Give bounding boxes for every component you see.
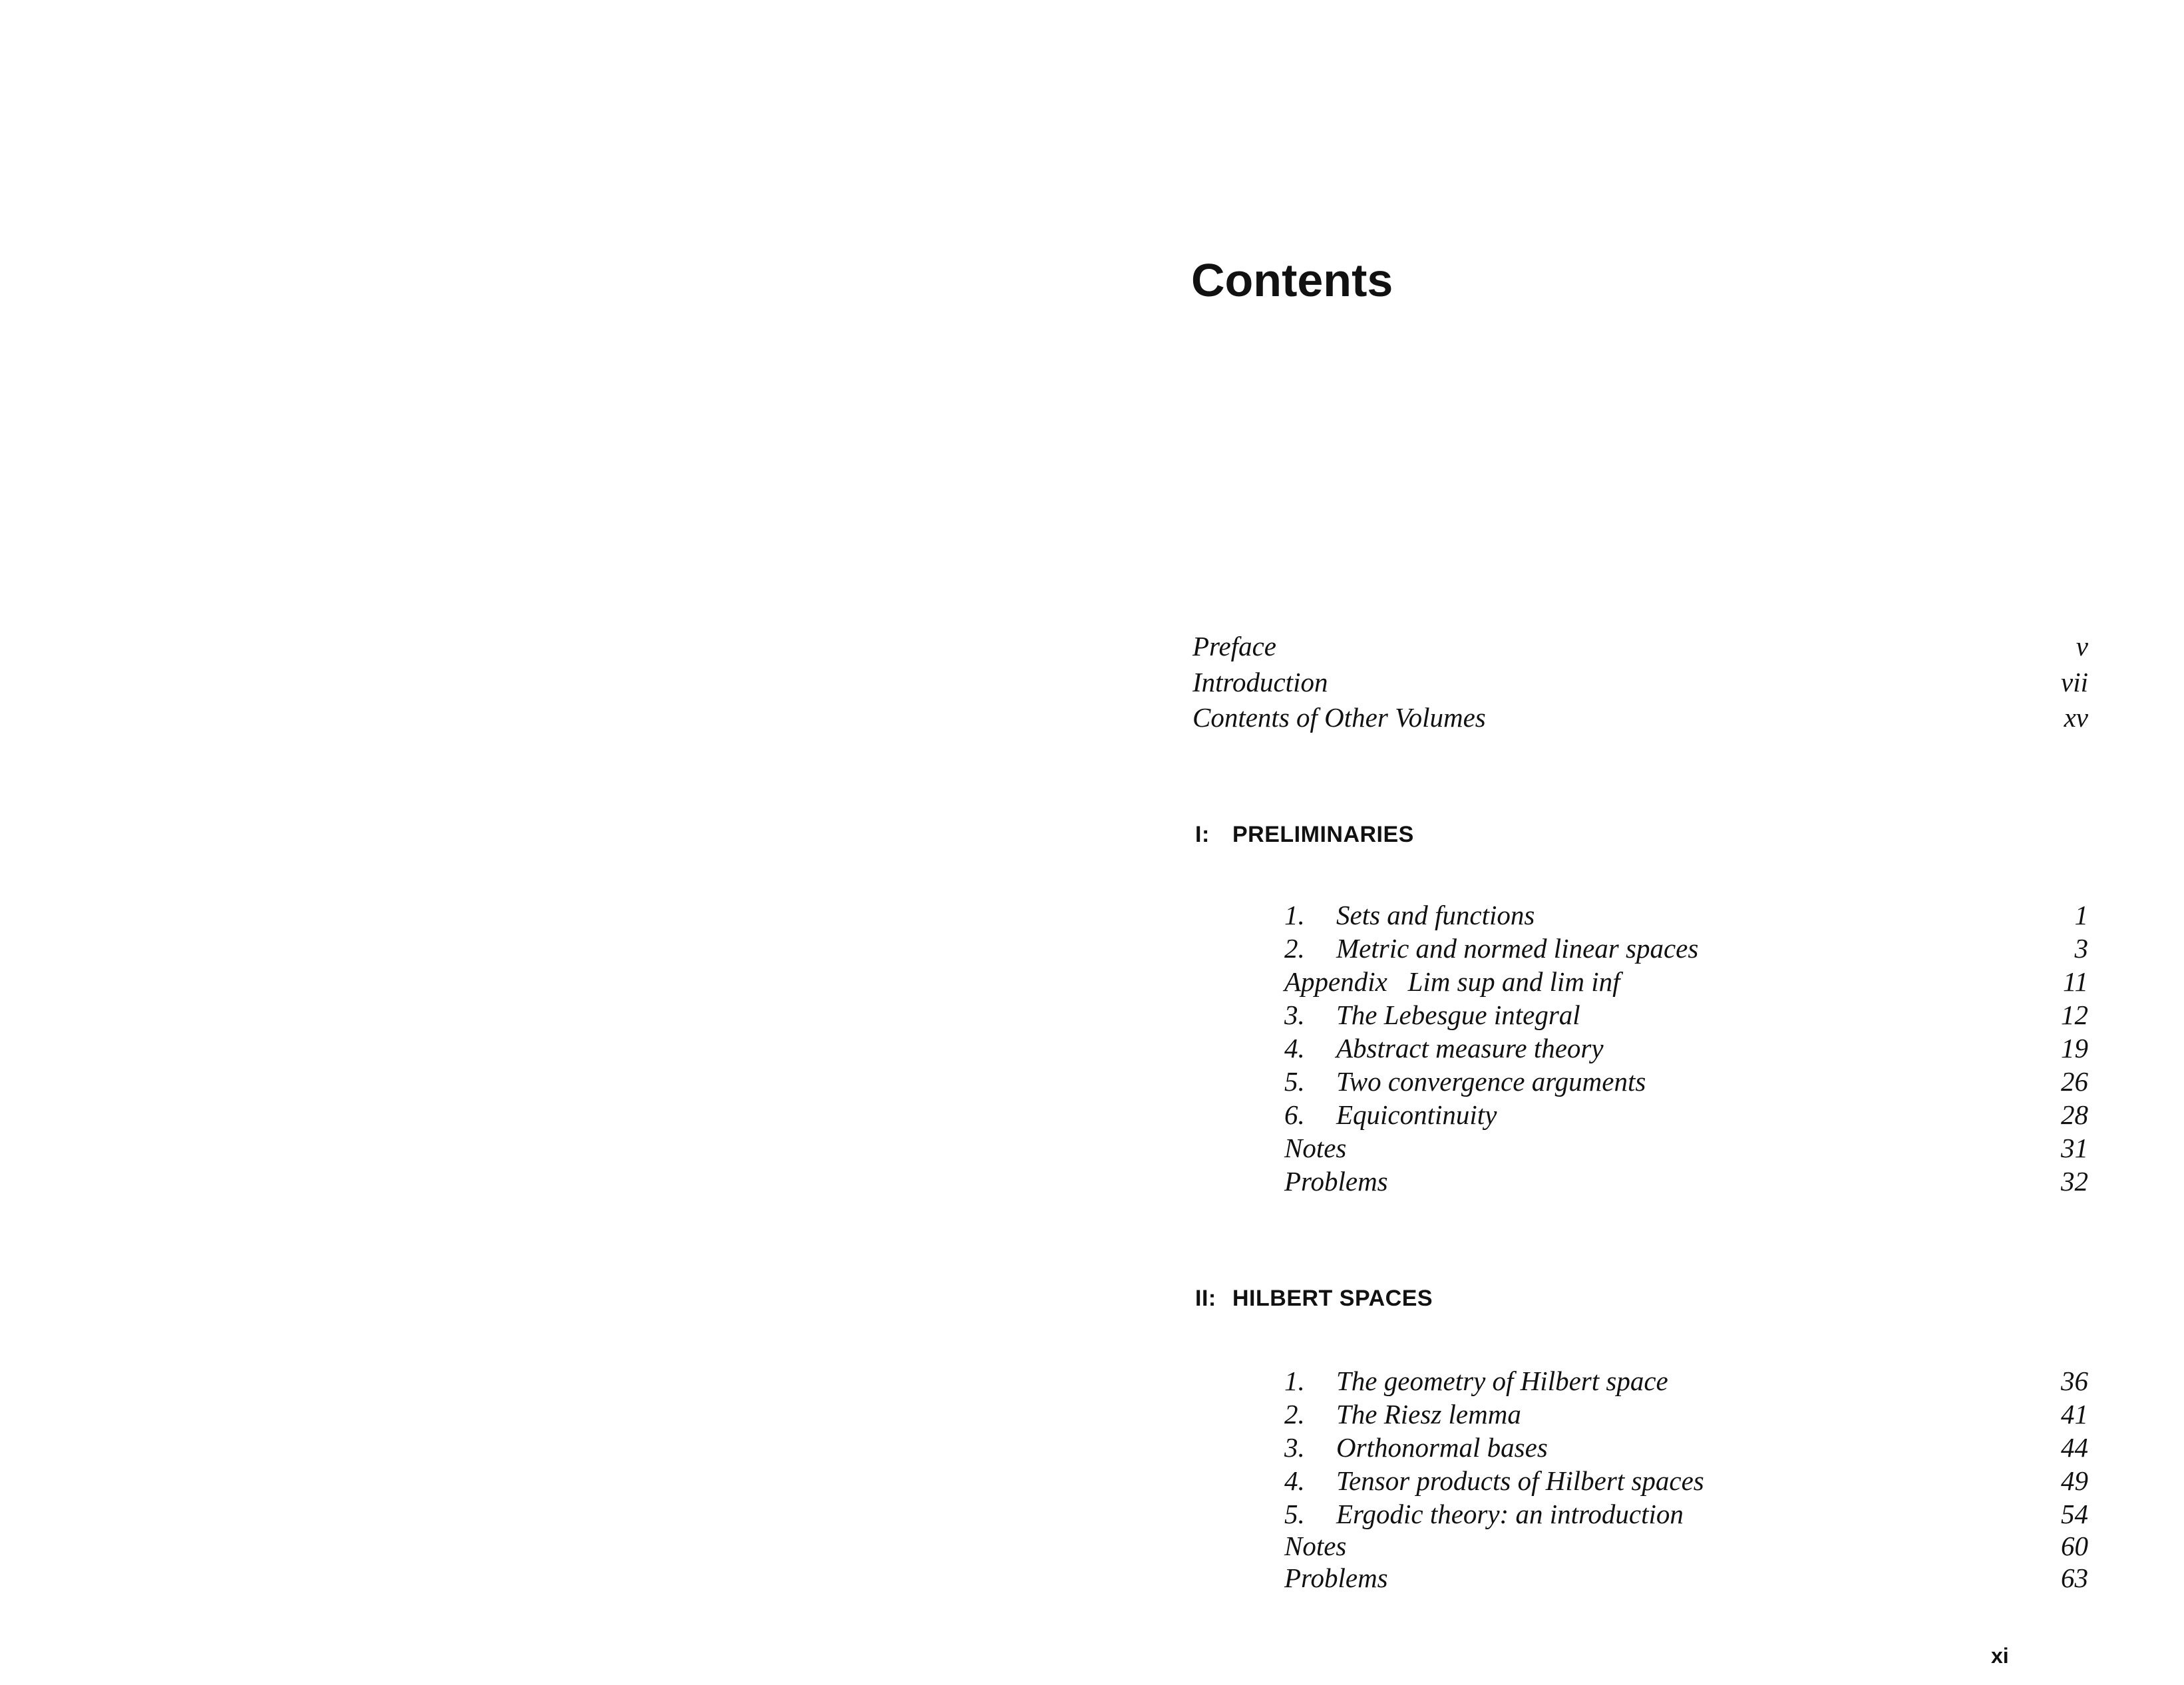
part-numeral: II: — [1195, 1286, 1216, 1311]
part-numeral: I: — [1195, 822, 1210, 847]
toc-entry[interactable] — [1284, 932, 2088, 965]
toc-entry-number: 3. — [1284, 1000, 1305, 1030]
toc-entry-page: 49 — [2061, 1465, 2088, 1496]
toc-entry-page: 3 — [2074, 933, 2088, 964]
toc-entry[interactable] — [1284, 1065, 2088, 1098]
part-title: HILBERT SPACES — [1232, 1286, 1433, 1311]
toc-entry-label: Tensor products of Hilbert spaces — [1336, 1465, 1704, 1496]
toc-entry-label: Two convergence arguments — [1336, 1066, 1646, 1097]
toc-entry[interactable] — [1284, 1364, 2088, 1398]
toc-entry-number: 4. — [1284, 1465, 1305, 1496]
toc-entry-introduction[interactable] — [1192, 665, 2088, 699]
toc-entry-page: v — [2076, 631, 2088, 661]
toc-entry-page: 1 — [2074, 900, 2088, 930]
toc-entry-number: 6. — [1284, 1099, 1305, 1130]
toc-entry-page: 36 — [2061, 1366, 2088, 1396]
toc-entry-problems[interactable] — [1284, 1165, 2088, 1198]
toc-entry-label: Sets and functions — [1336, 900, 1535, 930]
toc-entry-number: 1. — [1284, 1366, 1305, 1396]
part-heading-preliminaries — [1195, 821, 1414, 848]
toc-entry-page: 19 — [2061, 1033, 2088, 1063]
toc-entry-problems[interactable] — [1284, 1561, 2088, 1594]
toc-entry-label: Contents of Other Volumes — [1192, 702, 1486, 733]
toc-entry-label: Abstract measure theory — [1336, 1033, 1604, 1063]
toc-entry[interactable] — [1284, 1431, 2088, 1464]
toc-entry-label: Appendix Lim sup and lim inf — [1284, 966, 1620, 997]
toc-entry-number: 5. — [1284, 1066, 1305, 1097]
toc-entry-notes[interactable] — [1284, 1131, 2088, 1165]
toc-entry[interactable] — [1284, 1497, 2088, 1531]
toc-entry-label: Metric and normed linear spaces — [1336, 933, 1699, 964]
part-heading-hilbert-spaces — [1195, 1285, 1433, 1312]
toc-entry-number: 3. — [1284, 1432, 1305, 1463]
toc-entry[interactable] — [1284, 1031, 2088, 1065]
toc-entry[interactable] — [1284, 1398, 2088, 1431]
toc-entry-page: xv — [2064, 702, 2088, 733]
toc-entry-number: 1. — [1284, 900, 1305, 930]
toc-entry-page: 31 — [2061, 1133, 2088, 1163]
toc-entry[interactable] — [1284, 1098, 2088, 1131]
toc-entry-label: Equicontinuity — [1336, 1099, 1497, 1130]
toc-entry-label: The Riesz lemma — [1336, 1399, 1521, 1429]
toc-entry-page: 41 — [2061, 1399, 2088, 1429]
toc-entry-notes[interactable] — [1284, 1529, 2088, 1563]
toc-entry-number: 2. — [1284, 1399, 1305, 1429]
toc-entry-page: 12 — [2061, 1000, 2088, 1030]
toc-entry-label: Problems — [1284, 1166, 1388, 1197]
toc-entry-page: 26 — [2061, 1066, 2088, 1097]
toc-entry-label: Problems — [1284, 1563, 1388, 1593]
toc-entry[interactable] — [1284, 998, 2088, 1031]
toc-entry-label: Introduction — [1192, 667, 1328, 697]
toc-entry-page: 32 — [2061, 1166, 2088, 1197]
toc-entry-label: The geometry of Hilbert space — [1336, 1366, 1668, 1396]
toc-entry-page: 63 — [2061, 1563, 2088, 1593]
toc-entry[interactable] — [1284, 1464, 2088, 1497]
toc-entry-contents-other-volumes[interactable] — [1192, 701, 2088, 734]
toc-entry[interactable] — [1284, 898, 2088, 932]
toc-entry-label: Notes — [1284, 1531, 1347, 1561]
toc-entry-number: 5. — [1284, 1499, 1305, 1529]
toc-entry-label: Ergodic theory: an introduction — [1336, 1499, 1684, 1529]
toc-entry-label: Orthonormal bases — [1336, 1432, 1548, 1463]
toc-entry-preface[interactable] — [1192, 630, 2088, 663]
toc-entry-page: 54 — [2061, 1499, 2088, 1529]
toc-entry-label: The Lebesgue integral — [1336, 1000, 1580, 1030]
toc-entry-number: 2. — [1284, 933, 1305, 964]
toc-entry-number: 4. — [1284, 1033, 1305, 1063]
toc-entry-page: 11 — [2063, 966, 2088, 997]
toc-entry-page: 44 — [2061, 1432, 2088, 1463]
toc-entry-page: 60 — [2061, 1531, 2088, 1561]
page-number: xi — [1991, 1644, 2009, 1668]
toc-entry-page: vii — [2061, 667, 2088, 697]
toc-entry-label: Preface — [1192, 631, 1276, 661]
part-title: PRELIMINARIES — [1232, 822, 1414, 847]
toc-entry-appendix[interactable] — [1284, 965, 2088, 998]
toc-entry-label: Notes — [1284, 1133, 1347, 1163]
page-title: Contents — [1191, 254, 1393, 306]
toc-entry-page: 28 — [2061, 1099, 2088, 1130]
